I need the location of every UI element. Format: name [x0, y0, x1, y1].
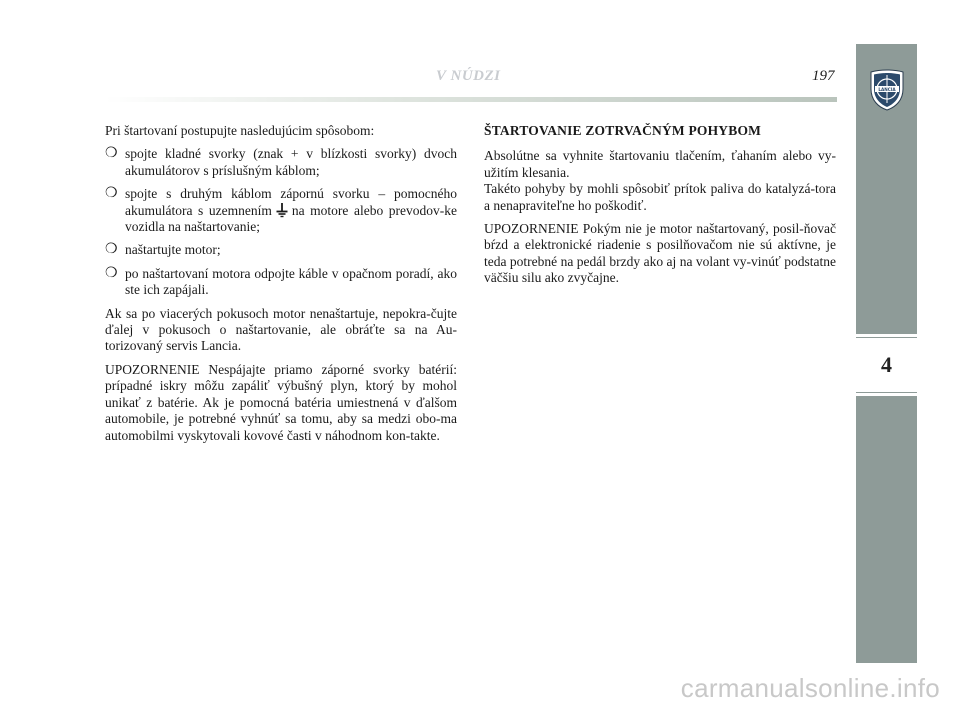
list-item	[105, 186, 457, 235]
list-item	[105, 146, 457, 179]
logo-text: LANCIA	[878, 87, 896, 92]
list-item	[105, 266, 457, 299]
warning-paragraph: UPOZORNENIE Nespájajte priamo záporné svorky batérií: prípadné iskry môžu zapáliť výbušný plyn, ktorý by mohol unikať z batérie. Ak je pomocná batéria umiestnená v ďalšom automobile, je potrebné vyhnúť sa tomu, aby sa medzi obo-ma automobilmi vyskytovali kovové časti v náhodnom kon-takte.	[105, 361, 457, 443]
section-heading: ŠTARTOVANIE ZOTRVAČNÝM POHYBOM	[484, 123, 762, 138]
ground-icon	[276, 203, 288, 218]
list-item	[105, 242, 457, 258]
header-rule	[105, 97, 837, 102]
chapter-number-tab: 4	[856, 337, 917, 393]
list-item-text: naštartujte motor;	[125, 242, 221, 258]
right-column	[484, 123, 836, 294]
intro-text: Pri štartovaní postupujte nasledujúcim spôsobom:	[105, 123, 375, 138]
lancia-shield-logo-icon	[870, 69, 904, 111]
bullet-mark: ❍	[105, 186, 118, 202]
section-title: V NÚDZI	[436, 68, 501, 84]
sidebar-bottom-block	[856, 396, 917, 663]
paragraph: Ak sa po viacerých pokusoch motor nenaštartuje, nepokra-čujte ďalej v pokusoch o naštartovanie, ale obráťte sa na Au-torizovaný servis Lancia.	[105, 305, 457, 354]
watermark: carmanualsonline.info	[680, 673, 940, 703]
paragraph: Absolútne sa vyhnite štartovaniu tlačením, ťahaním alebo vy-užitím klesania.	[484, 148, 836, 180]
chapter-sidebar	[856, 44, 917, 663]
warning-paragraph: UPOZORNENIE Pokým nie je motor naštartovaný, posil-ňovač bŕzd a elektronické riadenie s posilňovačom nie sú aktívne, je teda potrebné na pedál brzdy ako aj na volant vy-vinúť podstatne väčšiu silu ako zvyčajne.	[484, 221, 836, 286]
sidebar-top-block	[856, 44, 917, 334]
left-column	[105, 123, 457, 451]
bullet-mark: ❍	[105, 146, 118, 162]
bullet-mark: ❍	[105, 242, 118, 258]
list-item-text: na motore alebo prevodov-ke vozidla na naštartovanie;	[125, 202, 457, 235]
list-item-text: po naštartovaní motora odpojte káble v opačnom poradí, ako ste ich zapájali.	[125, 265, 457, 298]
list-item-text: spojte kladné svorky (znak + v blízkosti svorky) dvoch akumulátorov s príslušným káblom;	[125, 146, 457, 178]
bullet-mark: ❍	[105, 265, 118, 281]
paragraph: Takéto pohyby by mohli spôsobiť prítok paliva do katalyzá-tora a nenapraviteľne ho poškodiť.	[484, 181, 836, 213]
list-item-text: spojte s druhým káblom zápornú svorku – pomocného akumulátora s uzemnením	[125, 186, 457, 218]
page-number: 197	[812, 68, 835, 84]
